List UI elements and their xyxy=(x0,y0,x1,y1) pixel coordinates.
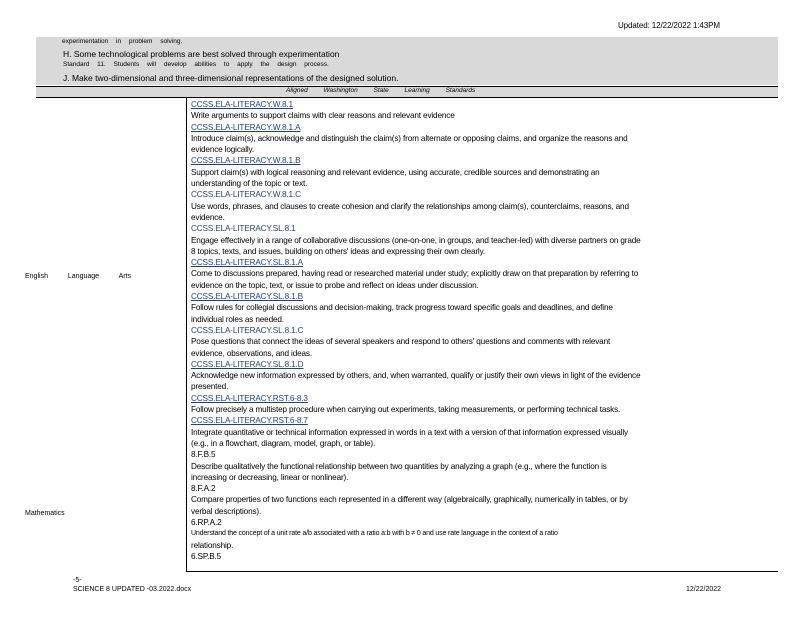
objectives-list xyxy=(36,37,778,85)
standard-text: Use words, phrases, and clauses to create cohesion and clarify the relationships among claim(s), counterclaims, reasons, and xyxy=(191,201,629,211)
objective-text: H. Some technological problems are best solved through experimentation xyxy=(63,49,340,59)
standard-text: individual roles as needed. xyxy=(191,314,284,324)
standard-text: Follow rules for collegial discussions and decision-making, track progress toward specific goals and deadlines, and define xyxy=(191,303,613,313)
standard-text: (e.g., in a flowchart, diagram, model, graph, or table). xyxy=(191,438,376,448)
standard-text: Describe qualitatively the functional relationship between two quantities by analyzing a graph (e.g., where the function is xyxy=(191,461,607,471)
standard-code-link[interactable]: CCSS.ELA-LITERACY.SL.8.1.B xyxy=(191,292,303,302)
standards-header xyxy=(36,86,778,98)
footer-date: 12/22/2022 xyxy=(686,586,722,593)
standard-text: Pose questions that connect the ideas of several speakers and respond to others' questions and comments with relevant xyxy=(191,337,611,347)
standard-code: 6.RP.A.2 xyxy=(191,517,222,527)
standard-text: Acknowledge new information expressed by others, and, when warranted, qualify or justify their own views in light of the evidence xyxy=(191,371,641,381)
subject-english: English Language Arts xyxy=(25,273,132,280)
footer-filename: SCIENCE 8 UPDATED -03.2022.docx xyxy=(73,586,192,593)
standard-text: Support claim(s) with logical reasoning and relevant evidence, using accurate, credible sources and demonstrating an xyxy=(191,167,600,177)
standard-text: Follow precisely a multistep procedure when carrying out experiments, taking measurements, or performing technical tasks. xyxy=(191,405,621,415)
standard-text: Come to discussions prepared, having read or researched material under study; explicitly draw on that preparation by referring to xyxy=(191,269,639,279)
standard-code: 6.SP.B.5 xyxy=(191,551,222,561)
standard-text: evidence logically. xyxy=(191,145,254,155)
standard-code-link[interactable]: CCSS.ELA-LITERACY.W.8.1.A xyxy=(191,122,301,132)
standard-text: Engage effectively in a range of collaborative discussions (one-on-one, in groups, and teacher-led) with diverse partners on grade xyxy=(191,235,641,245)
standard-text: Understand the concept of a unit rate a/b associated with a ratio a:b with b ≠ 0 and use rate language in the context of a ratio xyxy=(191,530,558,538)
standard-text: presented. xyxy=(191,382,229,392)
standard-text: Integrate quantitative or technical information expressed in words in a text with a version of that information expressed visually xyxy=(191,427,628,437)
subject-math: Mathematics xyxy=(25,510,65,517)
standard-text: relationship. xyxy=(191,540,234,550)
standard-text: evidence. xyxy=(191,212,225,222)
standard-code-link[interactable]: CCSS.ELA-LITERACY.RST.6-8.7 xyxy=(191,416,308,426)
standard-text: increasing or decreasing, linear or nonlinear). xyxy=(191,472,349,482)
standard-text: Introduce claim(s), acknowledge and distinguish the claim(s) from alternate or opposing claims, and organize the reasons and xyxy=(191,133,628,143)
standard-code-link[interactable]: CCSS.ELA-LITERACY.RST.6-8.3 xyxy=(191,393,308,403)
standard-code: CCSS.ELA-LITERACY.SL.8.1.C xyxy=(191,325,304,335)
table-bottom-rule xyxy=(186,571,778,572)
objective-line-1: experimentation in problem solving. xyxy=(62,38,183,45)
standard-code-link[interactable]: CCSS.ELA-LITERACY.W.8.1.B xyxy=(191,156,301,166)
standard-code: CCSS.ELA-LITERACY.W.8.1.C xyxy=(191,190,301,200)
standards-list xyxy=(191,99,776,562)
standard-code: 8.F.A.2 xyxy=(191,484,216,494)
standard-code-link[interactable]: CCSS.ELA-LITERACY.W.8.1 xyxy=(191,100,293,109)
standard-text: 8 topics, texts, and issues, building on others' ideas and expressing their own clearly. xyxy=(191,246,486,256)
standard-text: evidence on the topic, text, or issue to probe and reflect on ideas under discussion. xyxy=(191,280,479,290)
standard-text: Compare properties of two functions each represented in a different way (algebraically, graphically, numerically in tables, or by xyxy=(191,495,628,505)
column-divider xyxy=(186,97,187,571)
standard-text: understanding of the topic or text. xyxy=(191,179,308,189)
standards-header-label: Aligned Washington State Learning Standards xyxy=(286,87,476,94)
standard-code: CCSS.ELA-LITERACY.SL.8.1 xyxy=(191,224,296,234)
standard-text: evidence, observations, and ideas. xyxy=(191,348,312,358)
objective-text: Standard 11. Students will develop abilities to apply the design process. xyxy=(63,61,329,68)
updated-timestamp: Updated: 12/22/2022 1:43PM xyxy=(618,21,720,30)
objective-text: J. Make two-dimensional and three-dimensional representations of the designed solution. xyxy=(63,73,399,83)
standard-text: Write arguments to support claims with clear reasons and relevant evidence xyxy=(191,111,455,121)
page-number: -5- xyxy=(73,577,82,584)
standard-code-link[interactable]: CCSS.ELA-LITERACY.SL.8.1.D xyxy=(191,359,304,369)
standard-text: verbal descriptions). xyxy=(191,506,262,516)
standard-code: 8.F.B.5 xyxy=(191,450,216,460)
standard-code-link[interactable]: CCSS.ELA-LITERACY.SL.8.1.A xyxy=(191,258,303,268)
